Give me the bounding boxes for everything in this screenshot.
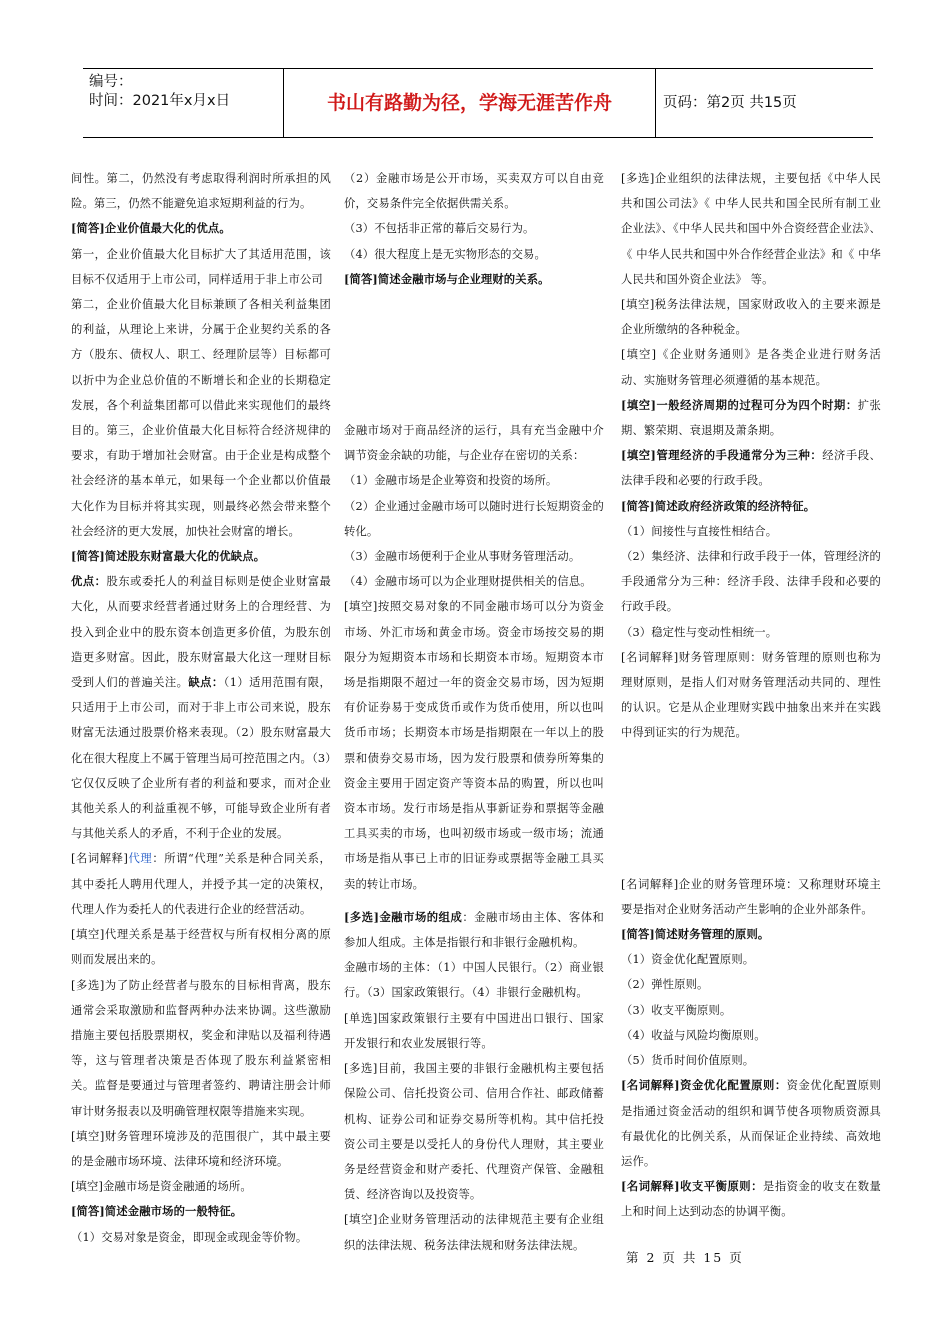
term-label: [名词解释]收支平衡原则： [621, 1179, 763, 1194]
paragraph: （1）间接性与直接性相结合。 [621, 524, 778, 538]
paragraph: （3）稳定性与变动性相统一。 [621, 625, 778, 639]
paragraph: 金融市场的主体：（1）中国人民银行。（2）商业银行。（3）国家政策银行。（4）非银行金融机构。 [344, 961, 604, 1000]
paragraph: [名词解释]收支平衡原则：是指资金的收支在数量上和时间上达到动态的协调平衡。 [621, 1179, 881, 1219]
paragraph: （2）集经济、法律和行政手段于一体，管理经济的手段通常分为三种：经济手段、法律手段和必要的行政手段。 [621, 550, 881, 614]
page-footer: 第 2 页 共 15 页 [626, 1250, 744, 1265]
paragraph: 间性。第二，仍然没有考虑取得利润时所承担的风险。第三，仍然不能避免追求短期利益的行为。 [71, 172, 331, 211]
header-motto: 书山有路勤为径，学海无涯苦作舟 [284, 69, 656, 137]
term-label: [名词解释]资金优化配置原则： [621, 1078, 787, 1093]
paragraph: 第一，企业价值最大化目标扩大了其适用范围，该目标不仅适用于上市公司，同样适用于非上市公司 [71, 247, 331, 286]
paragraph: [填空]财务管理环境涉及的范围很广，其中最主要的是金融市场环境、法律环境和经济环境。 [71, 1129, 331, 1168]
paragraph: （2）金融市场是公开市场，买卖双方可以自由竞价，交易条件完全依据供需关系。 [344, 172, 604, 211]
paragraph: （4）很大程度上是无实物形态的交易。 [344, 247, 546, 261]
document-time: 时间：2021年x月x日 [89, 93, 231, 109]
question-heading: [简答]简述金融市场与企业理财的关系。 [344, 271, 550, 286]
paragraph: （4）金融市场可以为企业理财提供相关的信息。 [344, 575, 592, 589]
term-label: 缺点： [188, 675, 224, 690]
paragraph: [名词解释]企业的财务管理环境：又称理财环境主要是指对企业财务活动产生影响的企业外部条件。 [621, 877, 881, 916]
blank-gap [344, 292, 604, 418]
paragraph: （3）收支平衡原则。 [621, 1003, 732, 1017]
paragraph: 优点：股东或委托人的利益目标则是使企业财富最大化，从而要求经营者通过财务上的合理经营、为投入到企业中的股东资本创造更多价值，为股东创造更多财富。因此，股东财富最大化这一理财目标受到人们的普遍关注。缺点：（1）适用范围有限，只适用于上市公司，而对于非上市公司来说，股东财富无法通过股票价格来表现。（2）股东财富最大化在很大程度上不属于管理当局可控范围之内。（3）它仅仅反映了企业所有者的利益和要求，而对企业其他关系人的利益重视不够，可能导致企业所有者与其他关系人的矛盾，不利于企业的发展。 [71, 574, 331, 841]
question-heading: [简答]简述金融市场的一般特征。 [71, 1204, 243, 1219]
paragraph: [单选]国家政策银行主要有中国进出口银行、国家开发银行和农业发展银行等。 [344, 1011, 604, 1050]
paragraph: [填空]税务法律法规，国家财政收入的主要来源是企业所缴纳的各种税金。 [621, 298, 881, 337]
paragraph: [填空]代理关系是基于经营权与所有权相分离的原则而发展出来的。 [71, 928, 331, 967]
paragraph: [填空]管理经济的手段通常分为三种：经济手段、法律手段和必要的行政手段。 [621, 448, 881, 488]
paragraph: 金融市场对于商品经济的运行，具有充当金融中介调节资金余缺的功能，与企业存在密切的关系： [344, 424, 604, 463]
paragraph: （2）弹性原则。 [621, 978, 709, 992]
term-label: [填空]一般经济周期的过程可分为四个时期： [621, 397, 858, 412]
paragraph: [多选]目前，我国主要的非银行金融机构主要包括保险公司、信托投资公司、信用合作社、邮政储蓄机构、证券公司和证券交易所等机构。其中信托投资公司主要是以受托人的身份代人理财，其主要业务是经营资金和财产委托、代理资产保管、金融租赁、经济咨询以及投资等。 [344, 1062, 604, 1202]
paragraph: [填空]按照交易对象的不同金融市场可以分为资金市场、外汇市场和黄金市场。资金市场按交易的期限分为短期资本市场和长期资本市场。短期资本市场是指期限不超过一年的资金交易市场，因为短期有价证券易于变成货币或作为货币使用，所以也叫货币市场；长期资本市场是指期限在一年以上的股票和债券交易市场，因为发行股票和债券所筹集的资金主要用于固定资产等资本品的购置，所以也叫资本市场。发行市场是指从事新证券和票据等金融工具买卖的市场，也叫初级市场或一级市场；流通市场是指从事已上市的旧证券或票据等金融工具买卖的转让市场。 [344, 600, 604, 891]
paragraph: [填空]《企业财务通则》是各类企业进行财务活动、实施财务管理必须遵循的基本规范。 [621, 348, 881, 387]
paragraph: （1）资金优化配置原则。 [621, 953, 755, 967]
blank-gap [344, 897, 604, 905]
paragraph: （5）货币时间价值原则。 [621, 1054, 755, 1068]
paragraph: [名词解释]财务管理原则：财务管理的原则也称为理财原则，是指人们对财务管理活动共同的、理性的认识。它是从企业理财实践中抽象出来并在实践中得到证实的行为规范。 [621, 650, 881, 740]
paragraph: [填空]一般经济周期的过程可分为四个时期：扩张期、繁荣期、衰退期及萧条期。 [621, 397, 881, 438]
term-label: [填空]管理经济的手段通常分为三种： [621, 448, 823, 463]
question-heading: [简答]企业价值最大化的优点。 [71, 221, 231, 236]
paragraph: [填空]金融市场是资金融通的场所。 [71, 1180, 252, 1194]
question-heading: [简答]简述财务管理的原则。 [621, 927, 770, 942]
paragraph: 第二，企业价值最大化目标兼顾了各相关利益集团的利益，从理论上来讲，分属于企业契约关系的各方（股东、债权人、职工、经理阶层等）目标都可以折中为企业总价值的不断增长和企业的长期稳定发展，各个利益集团都可以借此来实现他们的最终目的。第三，企业价值最大化目标符合经济规律的要求，有助于增加社会财富。由于企业是构成整个社会经济的基本单元，如果每一个企业都以价值最大化作为目标并将其实现，则最终必然会带来整个社会经济的更大发展，加快社会财富的增长。 [71, 298, 331, 538]
paragraph: （1）金融市场是企业筹资和投资的场所。 [344, 474, 558, 488]
paragraph: [多选]企业组织的法律法规，主要包括《中华人民共和国公司法》《 中华人民共和国全民所有制工业企业法》、《中华人民共和国中外合资经营企业法》、《 中华人民共和国中外合作经营企业法》和《 中华人民共和国外资企业法》 等。 [621, 172, 881, 286]
page-header [83, 68, 873, 138]
paragraph: （3）金融市场便利于企业从事财务管理活动。 [344, 550, 581, 564]
paragraph: （1）交易对象是资金，即现金或现金等价物。 [71, 1230, 308, 1244]
document-number: 编号： [89, 74, 133, 90]
paragraph: （3）不包括非正常的幕后交易行为。 [344, 222, 535, 236]
term-label: 优点： [71, 574, 107, 589]
header-info [83, 69, 284, 137]
paragraph: [多选]为了防止经营者与股东的目标相背离，股东通常会采取激励和监督两种办法来协调。这些激励措施主要包括股票期权，奖金和津贴以及福利待遇等，这与管理者决策是否体现了股东利益紧密相关。监督是要通过与管理者签约、聘请注册会计师审计财务报表以及明确管理权限等措施来实现。 [71, 978, 331, 1118]
term-label: [多选]金融市场的组成 [344, 909, 463, 924]
question-heading: [简答]简述政府经济政策的经济特征。 [621, 498, 816, 513]
paragraph: [名词解释]资金优化配置原则：资金优化配置原则是指通过资金活动的组织和调节使各项物质资源具有最优化的比例关系，从而保证企业持续、高效地运作。 [621, 1078, 881, 1168]
text-column-3 [621, 166, 881, 1225]
paragraph: [多选]金融市场的组成：金融市场由主体、客体和参加人组成。主体是指银行和非银行金融机构。 [344, 909, 604, 950]
text-column-1 [71, 166, 331, 1250]
paragraph: （2）企业通过金融市场可以随时进行长短期资金的转化。 [344, 499, 604, 538]
term-link[interactable]: 代理 [128, 852, 153, 866]
paragraph: [填空]企业财务管理活动的法律规范主要有企业组织的法律法规、税务法律法规和财务法律法规。 [344, 1213, 604, 1252]
question-heading: [简答]简述股东财富最大化的优缺点。 [71, 549, 266, 564]
text-column-2 [344, 166, 604, 1258]
paragraph: [名词解释]代理：所谓“代理”关系是种合同关系，其中委托人聘用代理人，并授予其一定的决策权，代理人作为委托人的代表进行企业的经营活动。 [71, 852, 331, 916]
paragraph: （4）收益与风险均衡原则。 [621, 1028, 766, 1042]
blank-gap [621, 746, 881, 872]
header-page-number: 页码：第2页 共15页 [663, 95, 797, 111]
